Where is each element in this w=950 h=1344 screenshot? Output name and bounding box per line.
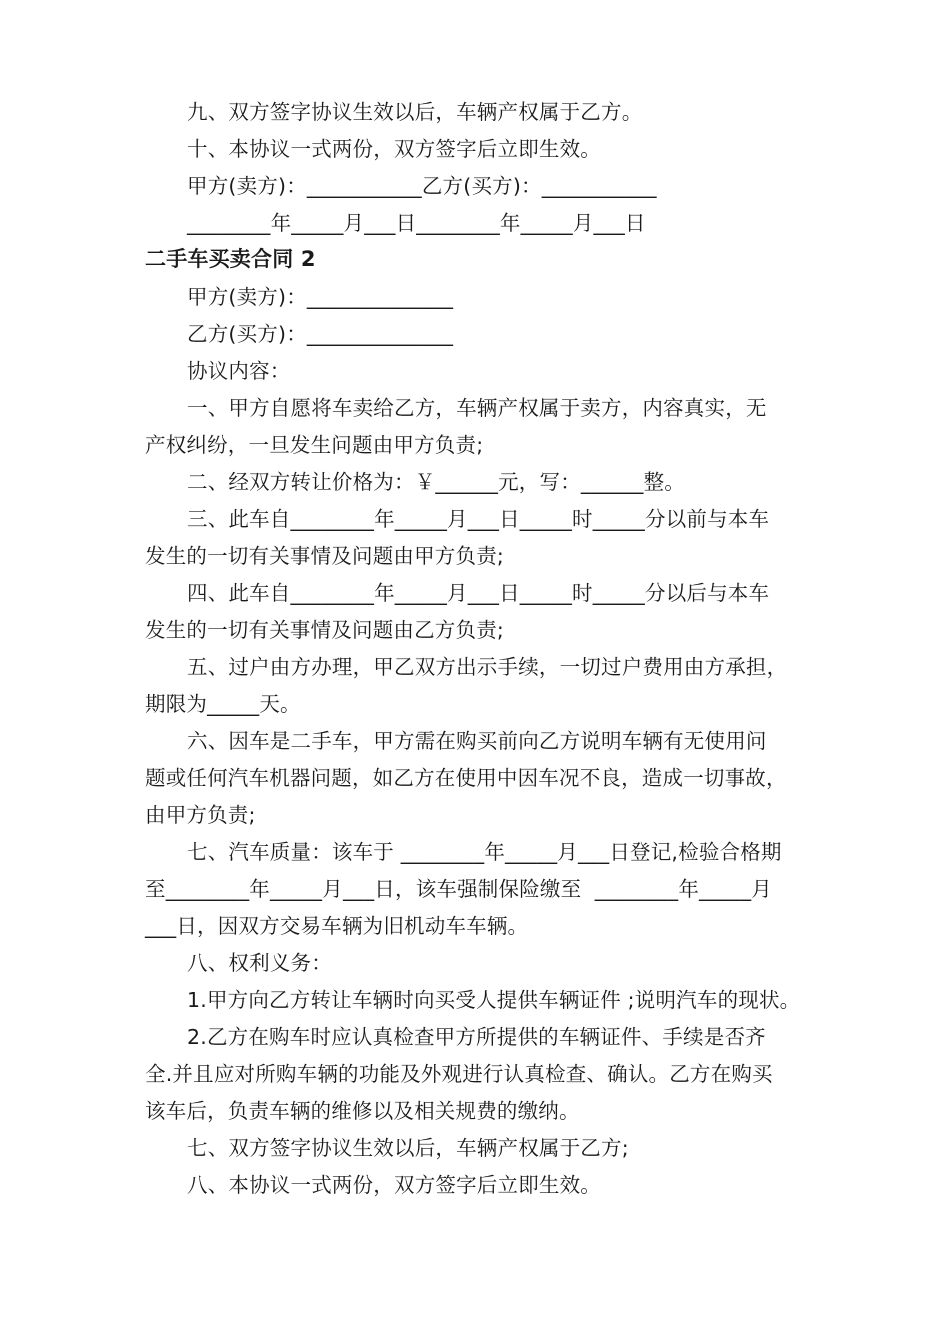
clause-8-item-1: 1.甲方向乙方转让车辆时向买受人提供车辆证件 ;说明汽车的现状。	[187, 988, 801, 1012]
clause-1-line-2: 产权纠纷，一旦发生问题由甲方负责;	[145, 433, 484, 457]
clause-7-line-1: 七、汽车质量：该车于 ________年_____月___日登记,检验合格期	[187, 840, 782, 864]
clause-8-rights-heading: 八、权利义务：	[187, 951, 332, 975]
clause-1-line-1: 一、甲方自愿将车卖给乙方，车辆产权属于卖方，内容真实，无	[187, 396, 767, 420]
clause-6-line-2: 题或任何汽车机器问题，如乙方在使用中因车况不良，造成一切事故，	[145, 766, 787, 790]
clause-10-copies: 十、本协议一式两份，双方签字后立即生效。	[187, 137, 601, 161]
clause-8b-copies: 八、本协议一式两份，双方签字后立即生效。	[187, 1173, 601, 1197]
clause-5-line-1: 五、过户由方办理，甲乙双方出示手续，一切过户费用由方承担，	[187, 655, 788, 679]
clause-2-price: 二、经双方转让价格为：￥______元，写：______整。	[187, 470, 685, 494]
clause-6-line-3: 由甲方负责;	[145, 803, 256, 827]
signature-date-line: ________年_____月___日________年_____月___日	[187, 211, 646, 235]
clause-6-line-1: 六、因车是二手车，甲方需在购买前向乙方说明车辆有无使用问	[187, 729, 767, 753]
clause-3-line-1: 三、此车自________年_____月___日_____时_____分以前与本车	[187, 507, 770, 531]
clause-8-item-2-line-1: 2.乙方在购车时应认真检查甲方所提供的车辆证件、手续是否齐	[187, 1025, 766, 1049]
clause-4-line-2: 发生的一切有关事情及问题由乙方负责;	[145, 618, 505, 642]
signature-parties-line: 甲方(卖方)：___________乙方(买方)：___________	[187, 174, 657, 198]
clause-4-line-1: 四、此车自________年_____月___日_____时_____分以后与本车	[187, 581, 770, 605]
clause-3-line-2: 发生的一切有关事情及问题由甲方负责;	[145, 544, 505, 568]
party-b-buyer-line: 乙方(买方)：______________	[187, 322, 454, 346]
agreement-content-label: 协议内容：	[187, 359, 291, 383]
contract-2-heading: 二手车买卖合同 2	[145, 247, 316, 271]
clause-7-line-3: ___日，因双方交易车辆为旧机动车车辆。	[145, 914, 529, 938]
party-a-seller-line: 甲方(卖方)：______________	[187, 285, 454, 309]
clause-5-line-2: 期限为_____天。	[145, 692, 301, 716]
clause-7-line-2: 至________年_____月___日，该车强制保险缴至 ________年_____月	[145, 877, 772, 901]
clause-8-item-2-line-2: 全.并且应对所购车辆的功能及外观进行认真检查、确认。乙方在购买	[145, 1062, 773, 1086]
clause-7b-ownership: 七、双方签字协议生效以后，车辆产权属于乙方;	[187, 1136, 629, 1160]
clause-8-item-2-line-3: 该车后，负责车辆的维修以及相关规费的缴纳。	[145, 1099, 580, 1123]
clause-9-ownership: 九、双方签字协议生效以后，车辆产权属于乙方。	[187, 100, 643, 124]
